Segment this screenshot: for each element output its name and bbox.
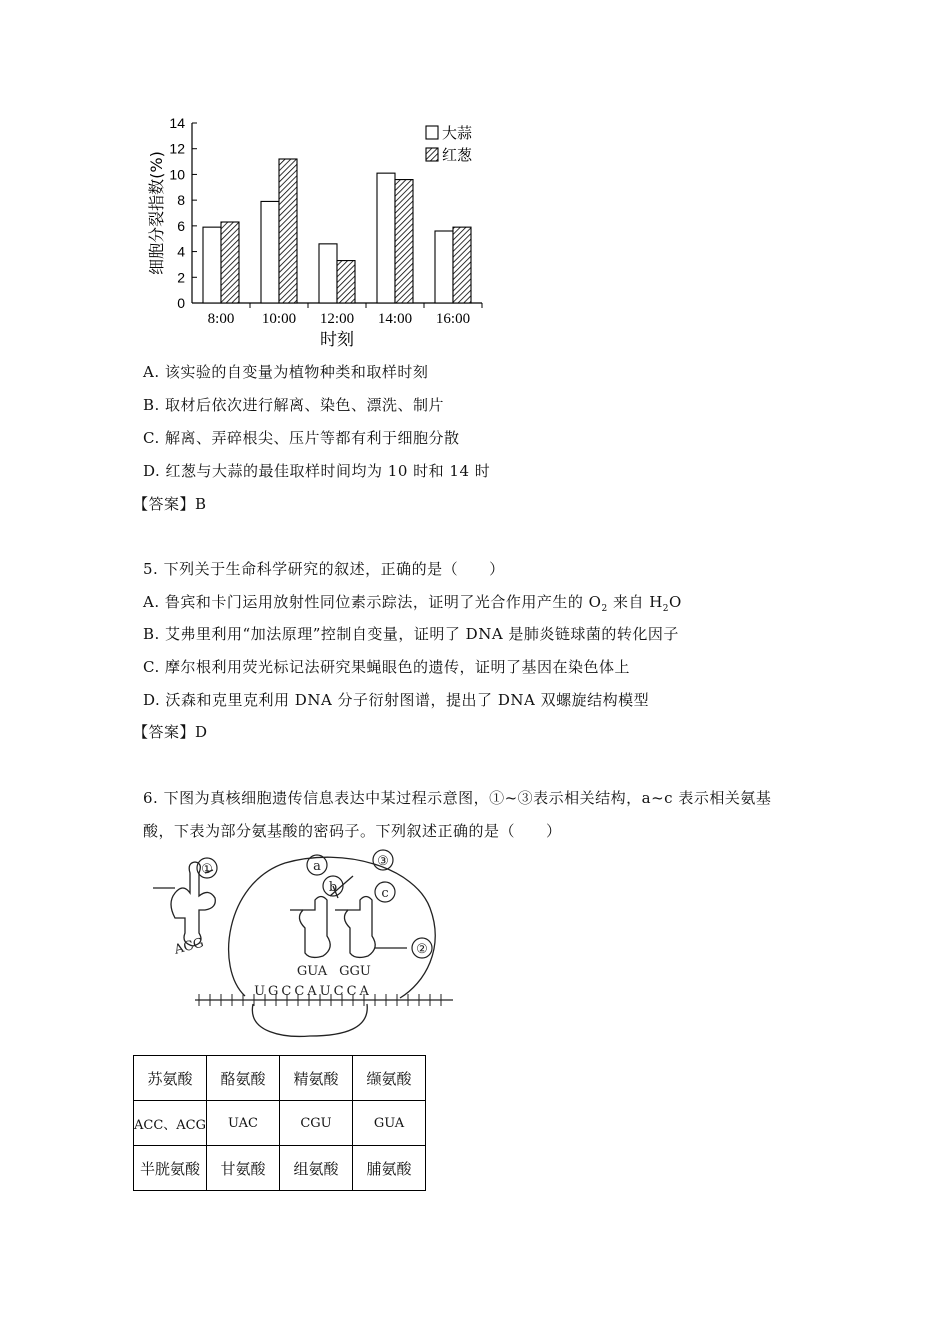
table-cell: 酪氨酸 bbox=[207, 1056, 280, 1101]
q4-answer: 【答案】B bbox=[133, 495, 207, 513]
legend-swatch bbox=[426, 126, 438, 139]
x-tick-label: 16:00 bbox=[435, 311, 471, 327]
q4-option-c: C. 解离、弄碎根尖、压片等都有利于细胞分散 bbox=[143, 429, 460, 447]
x-tick-label: 12:00 bbox=[319, 311, 355, 327]
q5-a-sub1: 2 bbox=[601, 604, 608, 614]
label-3: ③ bbox=[377, 854, 389, 869]
table-cell: 缬氨酸 bbox=[353, 1056, 426, 1101]
legend-label: 大蒜 bbox=[442, 124, 473, 142]
bar-red-onion bbox=[221, 222, 239, 303]
bar-garlic bbox=[377, 173, 395, 303]
x-tick-label: 14:00 bbox=[377, 311, 413, 327]
x-axis-label: 时刻 bbox=[320, 330, 354, 350]
q5-option-d: D. 沃森和克里克利用 DNA 分子衍射图谱，提出了 DNA 双螺旋结构模型 bbox=[143, 691, 650, 709]
y-tick-label: 6 bbox=[177, 217, 185, 234]
table-cell: GUA bbox=[353, 1101, 426, 1146]
q5-a-text: A. 鲁宾和卡门运用放射性同位素示踪法，证明了光合作用产生的 O bbox=[143, 593, 602, 611]
table-cell: 脯氨酸 bbox=[353, 1146, 426, 1191]
table-cell: ACC、ACG bbox=[134, 1101, 207, 1146]
table-cell: 苏氨酸 bbox=[134, 1056, 207, 1101]
table-cell: 甘氨酸 bbox=[207, 1146, 280, 1191]
ribosome bbox=[229, 857, 436, 998]
cell-division-chart bbox=[130, 110, 510, 355]
table-cell: 精氨酸 bbox=[280, 1056, 353, 1101]
q5-a-sub2: 2 bbox=[662, 604, 670, 614]
q5-option-b: B. 艾弗里利用“加法原理”控制自变量，证明了 DNA 是肺炎链球菌的转化因子 bbox=[143, 625, 679, 643]
y-tick-label: 0 bbox=[177, 295, 185, 311]
y-axis-label: 细胞分裂指数(%) bbox=[147, 151, 166, 275]
q4-option-d: D. 红葱与大蒜的最佳取样时间均为 10 时和 14 时 bbox=[143, 462, 491, 480]
codon-table bbox=[133, 1055, 426, 1191]
ribosome-small-subunit bbox=[252, 1004, 367, 1036]
q6-stem-line2: 酸，下表为部分氨基酸的密码子。下列叙述正确的是（ ） bbox=[143, 822, 562, 840]
q4-option-a: A. 该实验的自变量为植物种类和取样时刻 bbox=[143, 363, 429, 381]
table-row bbox=[134, 1056, 426, 1101]
label-1: ① bbox=[201, 862, 213, 877]
legend-label: 红葱 bbox=[442, 146, 473, 164]
mrna-sequence: UGCCAUCCA bbox=[254, 984, 372, 999]
bar-red-onion bbox=[453, 227, 471, 303]
table-cell: 半胱氨酸 bbox=[134, 1146, 207, 1191]
q4-option-b: B. 取材后依次进行解离、染色、漂洗、制片 bbox=[143, 396, 445, 414]
q5-answer: 【答案】D bbox=[133, 723, 208, 741]
anticodon-2: GUA bbox=[296, 964, 328, 979]
anticodon-1: ACG bbox=[172, 935, 206, 958]
q5-a-post: O bbox=[669, 593, 682, 611]
trna-3 bbox=[344, 897, 375, 958]
q5-option-c: C. 摩尔根利用荧光标记法研究果蝇眼色的遗传，证明了基因在染色体上 bbox=[143, 658, 630, 676]
y-tick-label: 14 bbox=[169, 115, 185, 131]
q6-stem-line1: 6. 下图为真核细胞遗传信息表达中某过程示意图，①~③表示相关结构，a~c 表示相关氨基 bbox=[143, 789, 772, 807]
bar-red-onion bbox=[279, 159, 297, 303]
bar-garlic bbox=[203, 227, 221, 303]
label-2: ② bbox=[416, 942, 428, 957]
table-cell: CGU bbox=[280, 1101, 353, 1146]
table-cell: 组氨酸 bbox=[280, 1146, 353, 1191]
table-cell: UAC bbox=[207, 1101, 280, 1146]
y-tick-label: 12 bbox=[169, 140, 185, 157]
y-tick-label: 10 bbox=[169, 166, 185, 183]
label-b: b bbox=[328, 880, 338, 895]
table-row bbox=[134, 1146, 426, 1191]
q5-option-a bbox=[143, 591, 682, 614]
bar-garlic bbox=[435, 231, 453, 303]
bar-garlic bbox=[319, 244, 337, 303]
y-tick-label: 2 bbox=[177, 269, 185, 286]
legend-swatch bbox=[426, 148, 438, 161]
trna-2 bbox=[299, 897, 330, 958]
translation-diagram bbox=[135, 848, 465, 1048]
y-tick-label: 4 bbox=[177, 243, 185, 260]
bar-garlic bbox=[261, 201, 279, 303]
q5-stem: 5. 下列关于生命科学研究的叙述，正确的是（ ） bbox=[143, 560, 505, 578]
q5-a-mid: 来自 H bbox=[607, 593, 663, 611]
label-a: a bbox=[313, 859, 321, 874]
table-row bbox=[134, 1101, 426, 1146]
y-tick-label: 8 bbox=[177, 192, 185, 209]
bar-red-onion bbox=[395, 180, 413, 303]
anticodon-3: GGU bbox=[339, 964, 371, 979]
x-tick-label: 10:00 bbox=[261, 311, 297, 327]
label-c: c bbox=[381, 886, 389, 901]
x-tick-label: 8:00 bbox=[207, 311, 235, 327]
bar-red-onion bbox=[337, 261, 355, 303]
